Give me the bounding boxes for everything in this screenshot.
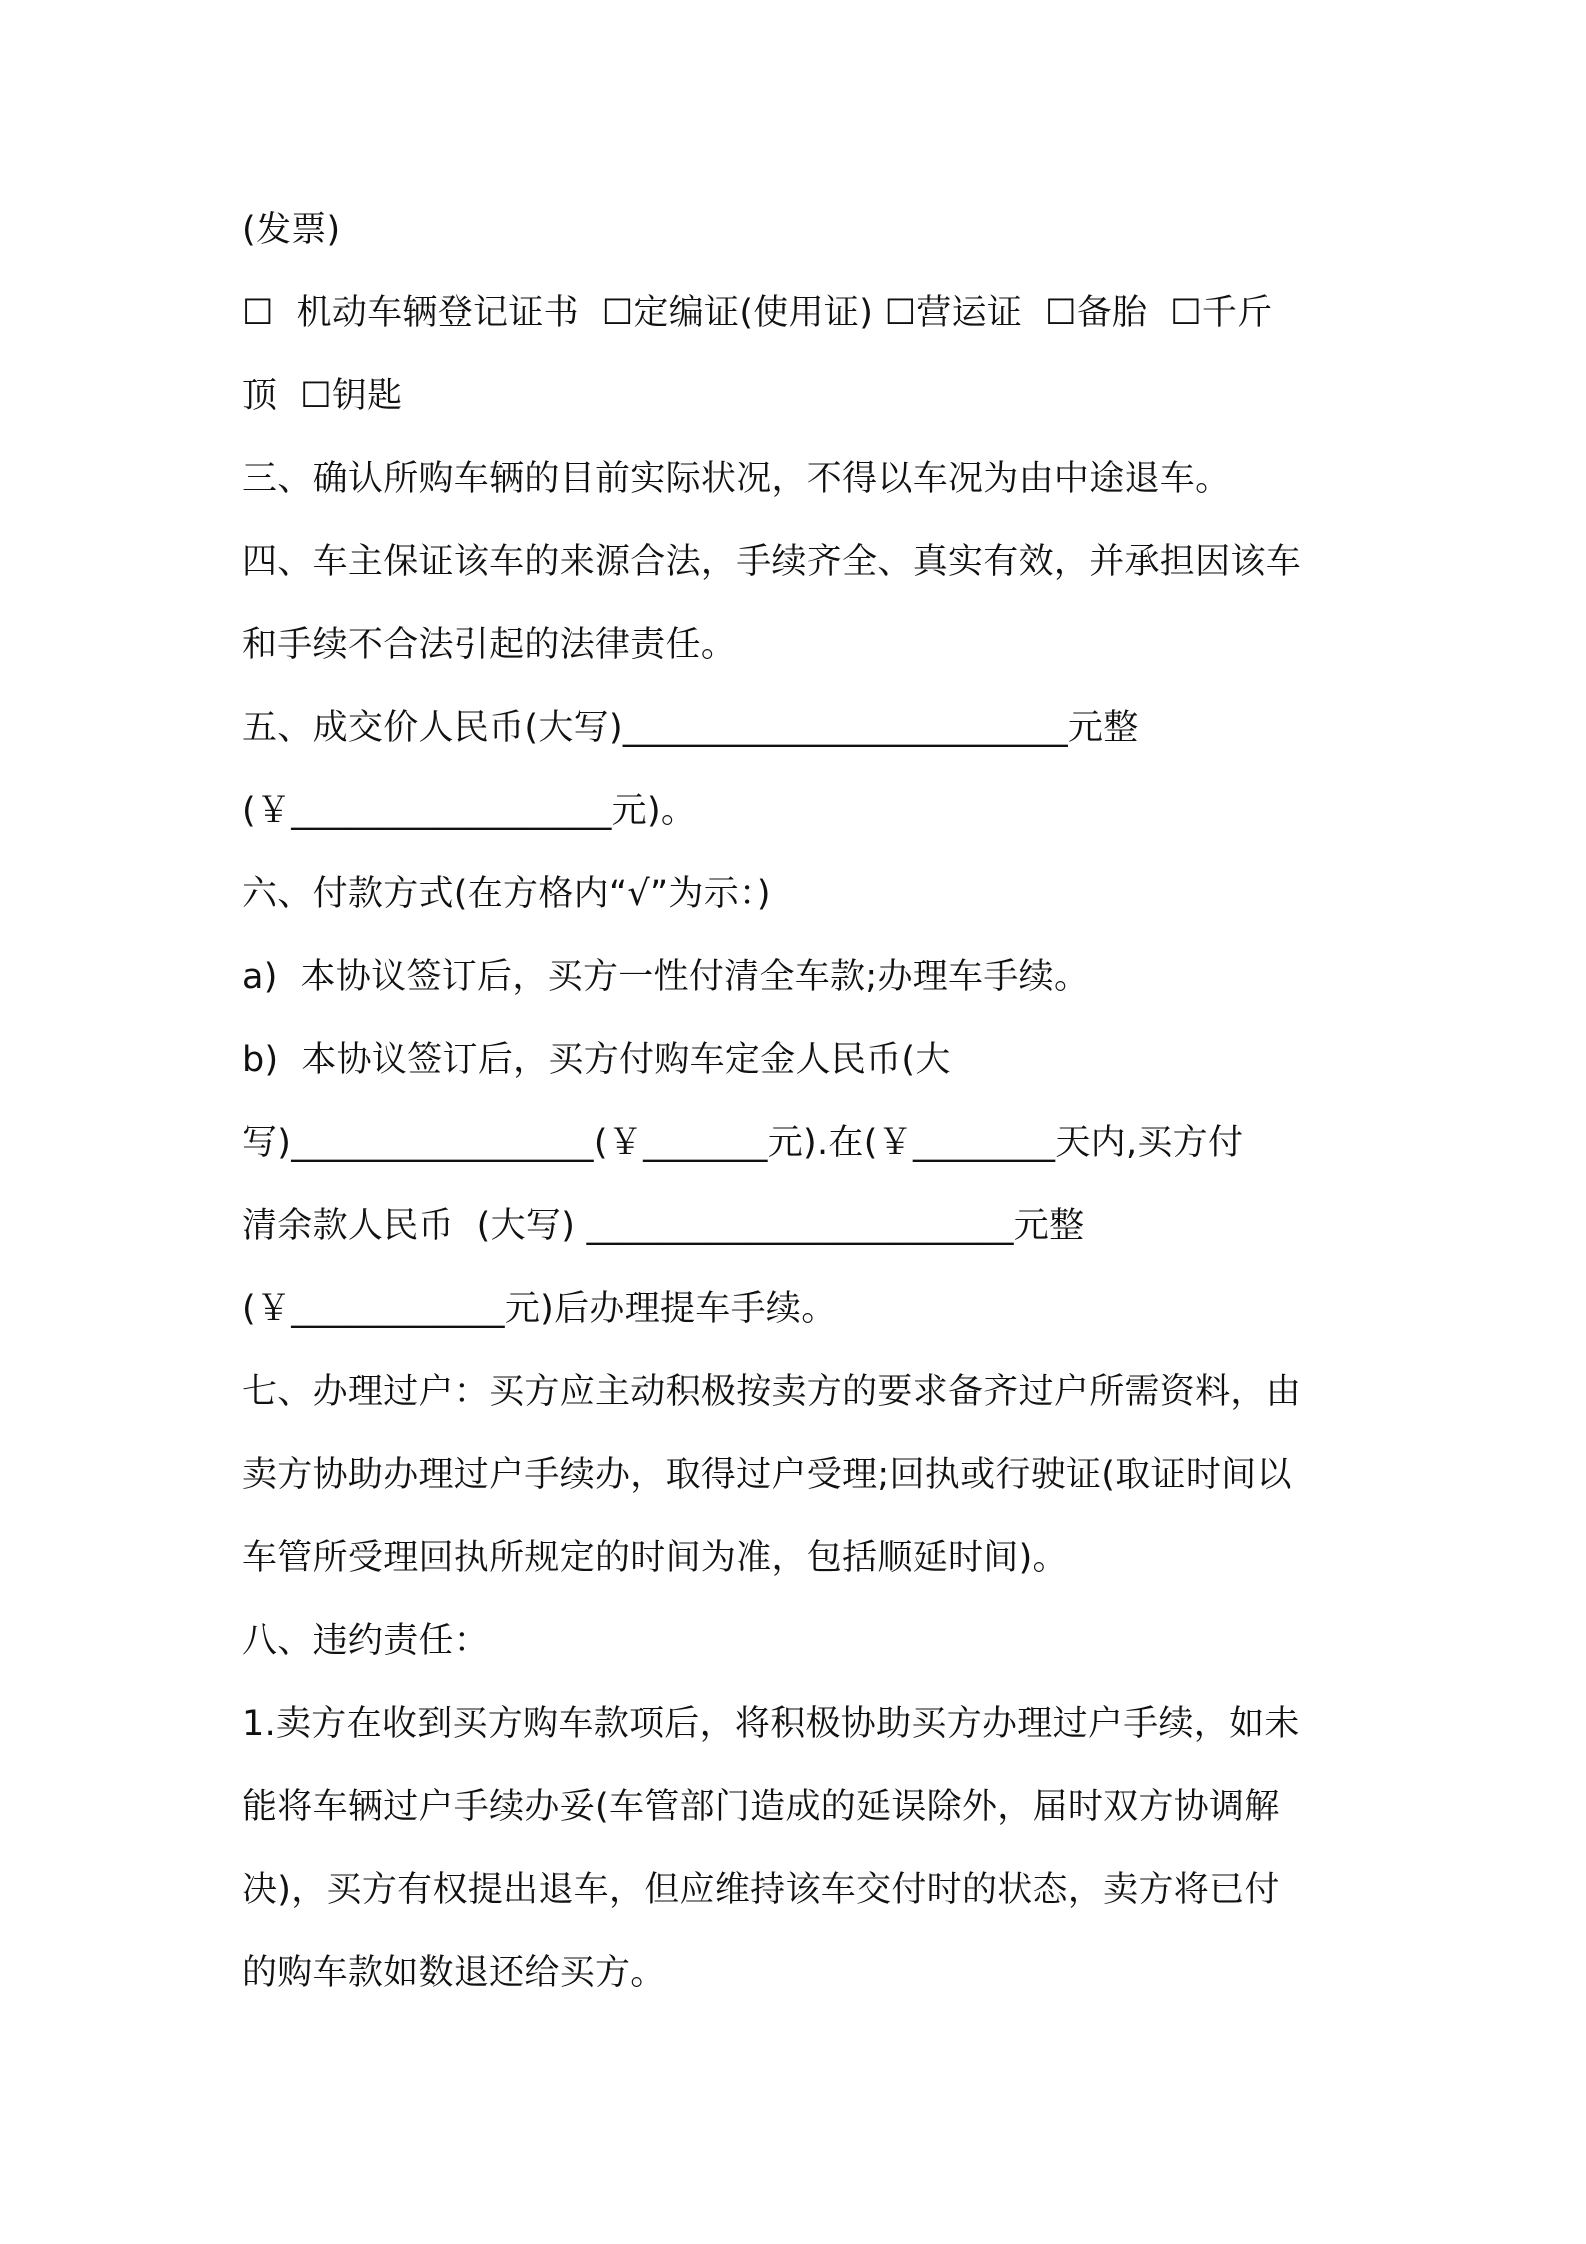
text-line: 车管所受理回执所规定的时间为准，包括顺延时间)。 (242, 1538, 1068, 1578)
text-line: 顶 ☐钥匙 (242, 376, 403, 416)
text-line: 能将车辆过户手续办妥(车管部门造成的延误除外，届时双方协调解 (242, 1787, 1280, 1827)
text-line: a) 本协议签订后，买方一性付清全车款;办理车手续。 (242, 957, 1090, 997)
text-line: 三、确认所购车辆的目前实际状况，不得以车况为由中途退车。 (242, 459, 1231, 499)
text-line: ☐ 机动车辆登记证书 ☐定编证(使用证) ☐营运证 ☐备胎 ☐千斤 (242, 293, 1273, 333)
text-line: (发票) (242, 210, 341, 250)
text-line: 的购车款如数退还给买方。 (242, 1953, 666, 1993)
text-line: 决)，买方有权提出退车，但应维持该车交付时的状态，卖方将已付 (242, 1870, 1280, 1910)
text-line: 四、车主保证该车的来源合法，手续齐全、真实有效，并承担因该车 (242, 542, 1302, 582)
text-line: 1.卖方在收到买方购车款项后，将积极协助买方办理过户手续，如未 (242, 1704, 1300, 1744)
text-line: 七、办理过户：买方应主动积极按卖方的要求备齐过户所需资料，由 (242, 1372, 1302, 1412)
text-line: b) 本协议签订后，买方付购车定金人民币(大 (242, 1040, 951, 1080)
text-line: (￥____________元)后办理提车手续。 (242, 1289, 837, 1329)
text-line: 卖方协助办理过户手续办，取得过户受理;回执或行驶证(取证时间以 (242, 1455, 1292, 1495)
text-line: 六、付款方式(在方格内“√”为示：) (242, 874, 771, 914)
text-line: 写)_________________(￥_______元).在(￥________天内,买方付 (242, 1123, 1244, 1163)
text-line: 和手续不合法引起的法律责任。 (242, 625, 737, 665)
text-line: 八、违约责任： (242, 1621, 490, 1661)
text-line: 五、成交价人民币(大写)_________________________元整 (242, 708, 1139, 748)
text-line: 清余款人民币 (大写) ________________________元整 (242, 1206, 1085, 1246)
text-line: (￥__________________元)。 (242, 791, 697, 831)
